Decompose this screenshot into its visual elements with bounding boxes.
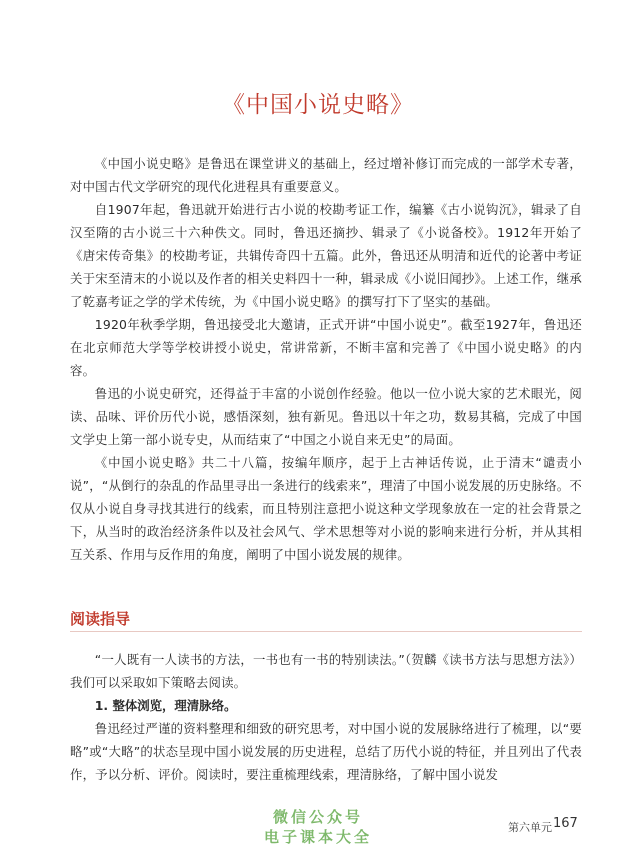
watermark-line-1: 微信公众号	[272, 808, 363, 826]
reading-guide	[70, 648, 582, 786]
paragraph: 鲁迅的小说史研究，还得益于丰富的小说创作经验。他以一位小说大家的艺术眼光，阅读、品味、评价历代小说，感悟深刻，独有新见。鲁迅以十年之功，数易其稿，完成了中国文学史上第一部小说专史，从而结束了“中国之小说自来无史”的局面。	[70, 386, 582, 447]
paragraph: 自1907年起，鲁迅就开始进行古小说的校勘考证工作，编纂《古小说钩沉》，辑录了自汉至隋的古小说三十六种佚文。同时，鲁迅还摘抄、辑录了《小说备校》。1912年开始了《唐宋传奇集》的校勘考证，共辑传奇四十五篇。此外，鲁迅还从明清和近代的论著中考证关于宋至清末的小说以及作者的相关史料四十一种，辑录成《小说旧闻抄》。上述工作，继承了乾嘉考证之学的学术传统，为《中国小说史略》的撰写打下了坚实的基础。	[70, 202, 582, 309]
page-title: 《中国小说史略》	[222, 92, 414, 118]
watermark-line-2: 电子课本大全	[263, 828, 372, 846]
reading-guide-heading: 阅读指导	[70, 610, 131, 628]
main-text	[70, 152, 582, 566]
footer-unit: 第六单元	[508, 821, 552, 834]
paragraph: 《中国小说史略》共二十八篇，按编年顺序，起于上古神话传说，止于清末“谴责小说”，“从倒行的杂乱的作品里寻出一条进行的线索来”，理清了中国小说发展的历史脉络。不仅从小说自身寻找其进行的线索，而且特别注意把小说这种文学现象放在一定的社会背景之下，从当时的政治经济条件以及社会风气、学术思想等对小说的影响来进行分析，并从其相互关系、作用与反作用的角度，阐明了中国小说发展的规律。	[70, 455, 582, 562]
paragraph: 《中国小说史略》是鲁迅在课堂讲义的基础上，经过增补修订而完成的一部学术专著，对中国古代文学研究的现代化进程具有重要意义。	[70, 156, 582, 194]
page-number: 167	[553, 816, 578, 831]
reading-guide-intro: “一人既有一人读书的方法，一书也有一书的特别读法。”（贺麟《读书方法与思想方法》）我们可以采取如下策略去阅读。	[70, 652, 582, 690]
strategy-text: 鲁迅经过严谨的资料整理和细致的研究思考，对中国小说的发展脉络进行了梳理，以“要略”或“大略”的状态呈现中国小说发展的历史进程，总结了历代小说的特征，并且列出了代表作，予以分析、评价。阅读时，要注重梳理线索，理清脉络，了解中国小说发	[70, 721, 582, 782]
strategy-heading: 1. 整体浏览，理清脉络。	[94, 698, 237, 713]
section-divider	[70, 631, 582, 632]
paragraph: 1920年秋季学期，鲁迅接受北大邀请，正式开讲“中国小说史”。截至1927年，鲁迅还在北京师范大学等学校讲授小说史，常讲常新，不断丰富和完善了《中国小说史略》的内容。	[70, 317, 582, 378]
